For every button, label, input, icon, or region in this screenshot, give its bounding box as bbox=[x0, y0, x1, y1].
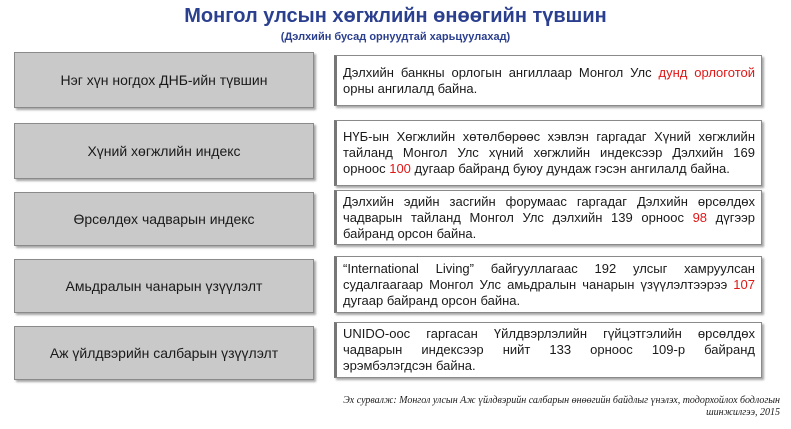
label-competitiveness bbox=[14, 192, 314, 246]
highlight-value: 100 bbox=[389, 161, 411, 176]
label-human-development bbox=[14, 123, 314, 179]
desc-quality-of-life bbox=[334, 256, 762, 313]
desc-text: UNIDO-оос гаргасан Үйлдвэрлэлийн гүйцэтгэлийн өрсөлдөх чадварын индексээр нийт 133 орноос 109-р байранд эрэмбэлэгдсэн байна. bbox=[343, 326, 755, 373]
desc-text: Дэлхийн эдийн засгийн форумаас гаргадаг Дэлхийн өрсөлдөх чадварын тайланд Монгол Улс дэлхийн 139 орноос 98 дүгээр байранд орсон байна. bbox=[343, 193, 755, 241]
desc-text: “International Living” байгууллагаас 192 улсыг хамруулсан судалгаагаар Монгол Улс амьдралын чанарын үзүүлэлтээрээ 107 дугаар байранд орсон байна. bbox=[343, 260, 755, 308]
label-text: Амьдралын чанарын үзүүлэлт bbox=[65, 278, 263, 294]
page-subtitle: (Дэлхийн бусад орнуудтай харьцуулахад) bbox=[280, 31, 511, 43]
desc-text: Дэлхийн банкны орлогын ангиллаар Монгол Улс дунд орлоготой орны ангилалд байна. bbox=[343, 64, 755, 96]
highlight-value: 107 bbox=[733, 276, 755, 292]
highlight-value: 98 bbox=[692, 209, 708, 225]
desc-human-development bbox=[334, 120, 762, 186]
label-text: Хүний хөгжлийн индекс bbox=[87, 143, 241, 159]
page-title: Монгол улсын хөгжлийн өнөөгийн түвшин bbox=[184, 5, 607, 27]
highlight-value: дунд орлоготой bbox=[658, 64, 755, 80]
label-text: Нэг хүн ногдох ДНБ-ийн түвшин bbox=[60, 72, 268, 88]
desc-industry-sector bbox=[334, 322, 762, 378]
label-text: Өрсөлдөх чадварын индекс bbox=[73, 211, 255, 227]
desc-gdp-per-capita bbox=[334, 55, 762, 106]
label-gdp-per-capita bbox=[14, 52, 314, 108]
desc-text: НҮБ-ын Хөгжлийн хөтөлбөрөөс хэвлэн гаргадаг Хүний хөгжлийн тайланд Монгол Улс хүний хөгжлийн индексээр Дэлхийн 169 орноос 100 дугаар байранд буюу дундаж гэсэн ангилалд байна. bbox=[343, 129, 755, 176]
label-quality-of-life bbox=[14, 259, 314, 313]
label-text: Аж үйлдвэрийн салбарын үзүүлэлт bbox=[49, 345, 279, 361]
source-note: Эх сурвалж: Монгол улсын Аж үйлдвэрийн салбарын өнөөгийн байдлыг үнэлэх, тодорхойлох бодлогын шинжилгээ, 2015 bbox=[343, 395, 780, 418]
desc-competitiveness bbox=[334, 190, 762, 245]
label-industry-sector bbox=[14, 326, 314, 380]
